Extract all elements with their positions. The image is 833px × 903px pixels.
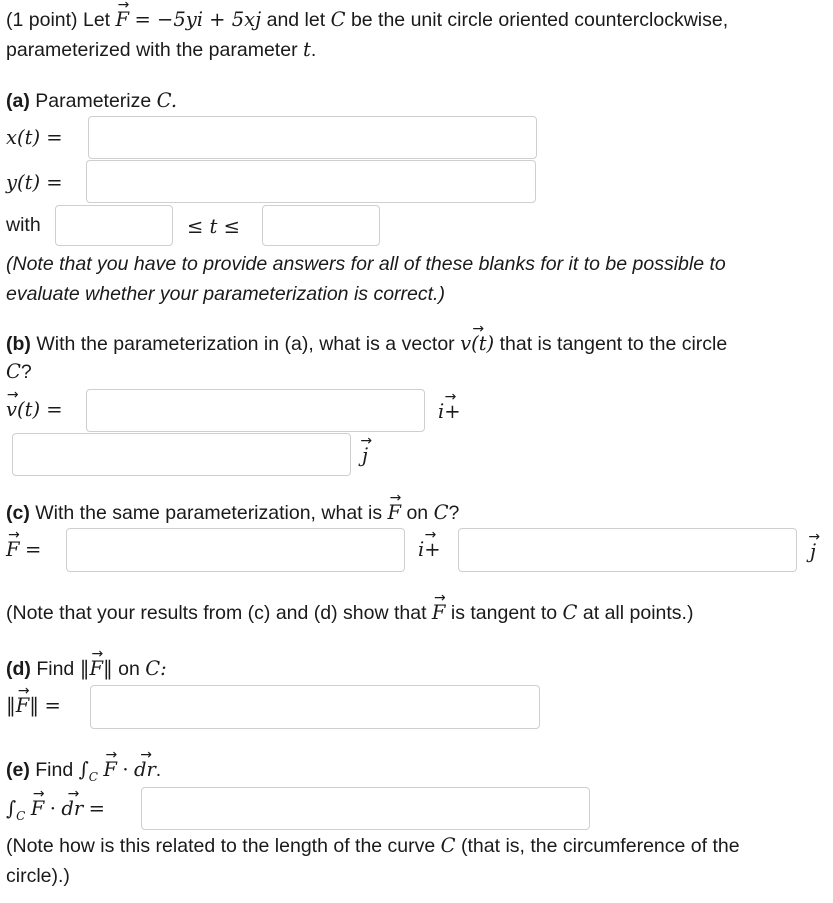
curve-symbol: C xyxy=(330,8,346,31)
part-b-heading-2 xyxy=(6,360,32,384)
F-i-plus-label xyxy=(418,538,441,562)
parameter-symbol: t xyxy=(302,38,311,61)
part-e-text: Find xyxy=(35,759,74,781)
let-text: Let xyxy=(82,9,111,31)
norm-F-input[interactable] xyxy=(90,685,540,729)
part-a-note-1 xyxy=(6,252,726,276)
t-lower-bound-input[interactable] xyxy=(55,205,173,246)
F-eq-symbol: → F xyxy=(6,538,20,562)
integral-sign: ∫ xyxy=(78,758,89,781)
note-text-2: evaluate whether your parameterization is correct.) xyxy=(6,283,445,305)
part-e-note-1 xyxy=(6,834,740,858)
dot-symbol: · xyxy=(122,758,129,781)
integral-F-2: → F xyxy=(31,797,45,821)
norm-right-2: ‖ xyxy=(29,694,40,717)
dr-symbol-2: → dr xyxy=(61,797,83,821)
tangent-note xyxy=(6,601,693,625)
norm-left-2: ‖ xyxy=(6,694,16,717)
norm-F: → F xyxy=(89,657,103,681)
part-a-text: Parameterize xyxy=(35,90,152,112)
intro-description: be the unit circle oriented counterclockwise, xyxy=(350,9,729,31)
part-c-F: → F xyxy=(388,501,402,525)
j-text: → j xyxy=(362,444,368,468)
part-e-note-C: C xyxy=(440,834,456,857)
part-d-label: (d) xyxy=(6,658,31,680)
line-integral-input[interactable] xyxy=(141,787,590,830)
equals: = xyxy=(24,538,42,561)
period-e: . xyxy=(155,759,162,781)
inequality-text: ≤ t ≤ xyxy=(187,215,240,238)
part-b-text: With the parameterization in (a), what is a vector xyxy=(36,333,455,355)
integral-sub: C xyxy=(88,769,98,784)
y-label: y(t) = xyxy=(6,171,63,194)
norm-left: ‖ xyxy=(79,657,90,680)
F-j-component-input[interactable] xyxy=(458,528,797,572)
part-a-label: (a) xyxy=(6,90,30,112)
question-mark: ? xyxy=(20,361,32,383)
part-e-note-text-1: (Note how is this related to the length of the curve xyxy=(6,835,436,857)
question-mark-c: ? xyxy=(448,502,460,524)
part-d-curve: C: xyxy=(145,657,167,680)
part-a-curve: C. xyxy=(156,89,178,112)
part-e-heading xyxy=(6,758,161,789)
part-e-note-text-2: (that is, the circumference of the xyxy=(461,835,740,857)
part-e-label: (e) xyxy=(6,759,30,781)
i-plus-text: → i+ xyxy=(438,400,461,424)
x-label: x(t) = xyxy=(6,126,63,149)
part-e-note-2: circle).) xyxy=(6,865,70,887)
tangent-note-text-3: at all points.) xyxy=(582,602,694,624)
field-formula: = −5yi + 5xj xyxy=(134,8,262,31)
part-b-heading xyxy=(6,332,727,356)
F-eq-label xyxy=(6,538,41,562)
part-b-text-2: that is tangent to the circle xyxy=(499,333,728,355)
i-plus-label xyxy=(438,400,461,424)
v-label xyxy=(6,398,63,422)
tangent-note-text-1: (Note that your results from (c) and (d) show that xyxy=(6,602,427,624)
part-c-label: (c) xyxy=(6,502,30,524)
part-b-label: (b) xyxy=(6,333,31,355)
intro-line-1 xyxy=(6,8,728,32)
part-d-heading xyxy=(6,657,167,681)
and-let-text: and let xyxy=(266,9,326,31)
v-label-text: (t) = xyxy=(17,398,63,421)
dr-symbol: → dr xyxy=(134,758,156,782)
integral-sign-2: ∫ xyxy=(6,797,17,820)
vector-F-symbol: → F xyxy=(116,8,130,32)
part-b-curve: C xyxy=(6,360,21,383)
t-upper-bound-input[interactable] xyxy=(262,205,380,246)
v-j-component-input[interactable] xyxy=(12,433,351,476)
on-text: on xyxy=(406,502,429,524)
tangent-note-F: → F xyxy=(432,601,446,625)
tangent-note-C: C xyxy=(562,601,578,624)
v-i-component-input[interactable] xyxy=(86,389,425,432)
note-text: (Note that you have to provide answers for all of these blanks for it to be possible to xyxy=(6,253,726,275)
integral-F: → F xyxy=(103,758,117,782)
part-a-heading xyxy=(6,89,177,113)
points-label: (1 point) xyxy=(6,9,78,31)
norm-right: ‖ xyxy=(102,657,113,680)
part-a-note-2 xyxy=(6,282,445,306)
F-j-label xyxy=(810,540,816,564)
F-i-plus-text: → i+ xyxy=(418,538,441,562)
y-of-t-input[interactable] xyxy=(86,160,536,203)
part-c-curve: C xyxy=(433,501,449,524)
intro-line-2 xyxy=(6,38,316,62)
norm-F-2: → F xyxy=(16,694,30,718)
with-label: with xyxy=(6,214,41,236)
part-c-heading xyxy=(6,501,459,525)
v-symbol: → v xyxy=(6,398,17,422)
integral-sub-2: C xyxy=(16,808,26,823)
j-label xyxy=(362,444,368,468)
tangent-vector-symbol: → v(t) xyxy=(460,332,494,356)
equals-e: = xyxy=(88,797,105,820)
integral-label xyxy=(6,797,105,828)
norm-label xyxy=(6,694,61,718)
part-d-text: Find xyxy=(36,658,75,680)
intro-description-2: parameterized with the parameter xyxy=(6,39,298,61)
tangent-note-text-2: is tangent to xyxy=(450,602,558,624)
dot-symbol-2: · xyxy=(49,797,56,820)
period: . xyxy=(310,39,317,61)
F-j-text: → j xyxy=(810,540,816,564)
on-text-d: on xyxy=(118,658,140,680)
x-of-t-input[interactable] xyxy=(88,116,537,159)
equals-d: = xyxy=(44,694,61,717)
part-c-text: With the same parameterization, what is xyxy=(35,502,383,524)
F-i-component-input[interactable] xyxy=(66,528,405,572)
